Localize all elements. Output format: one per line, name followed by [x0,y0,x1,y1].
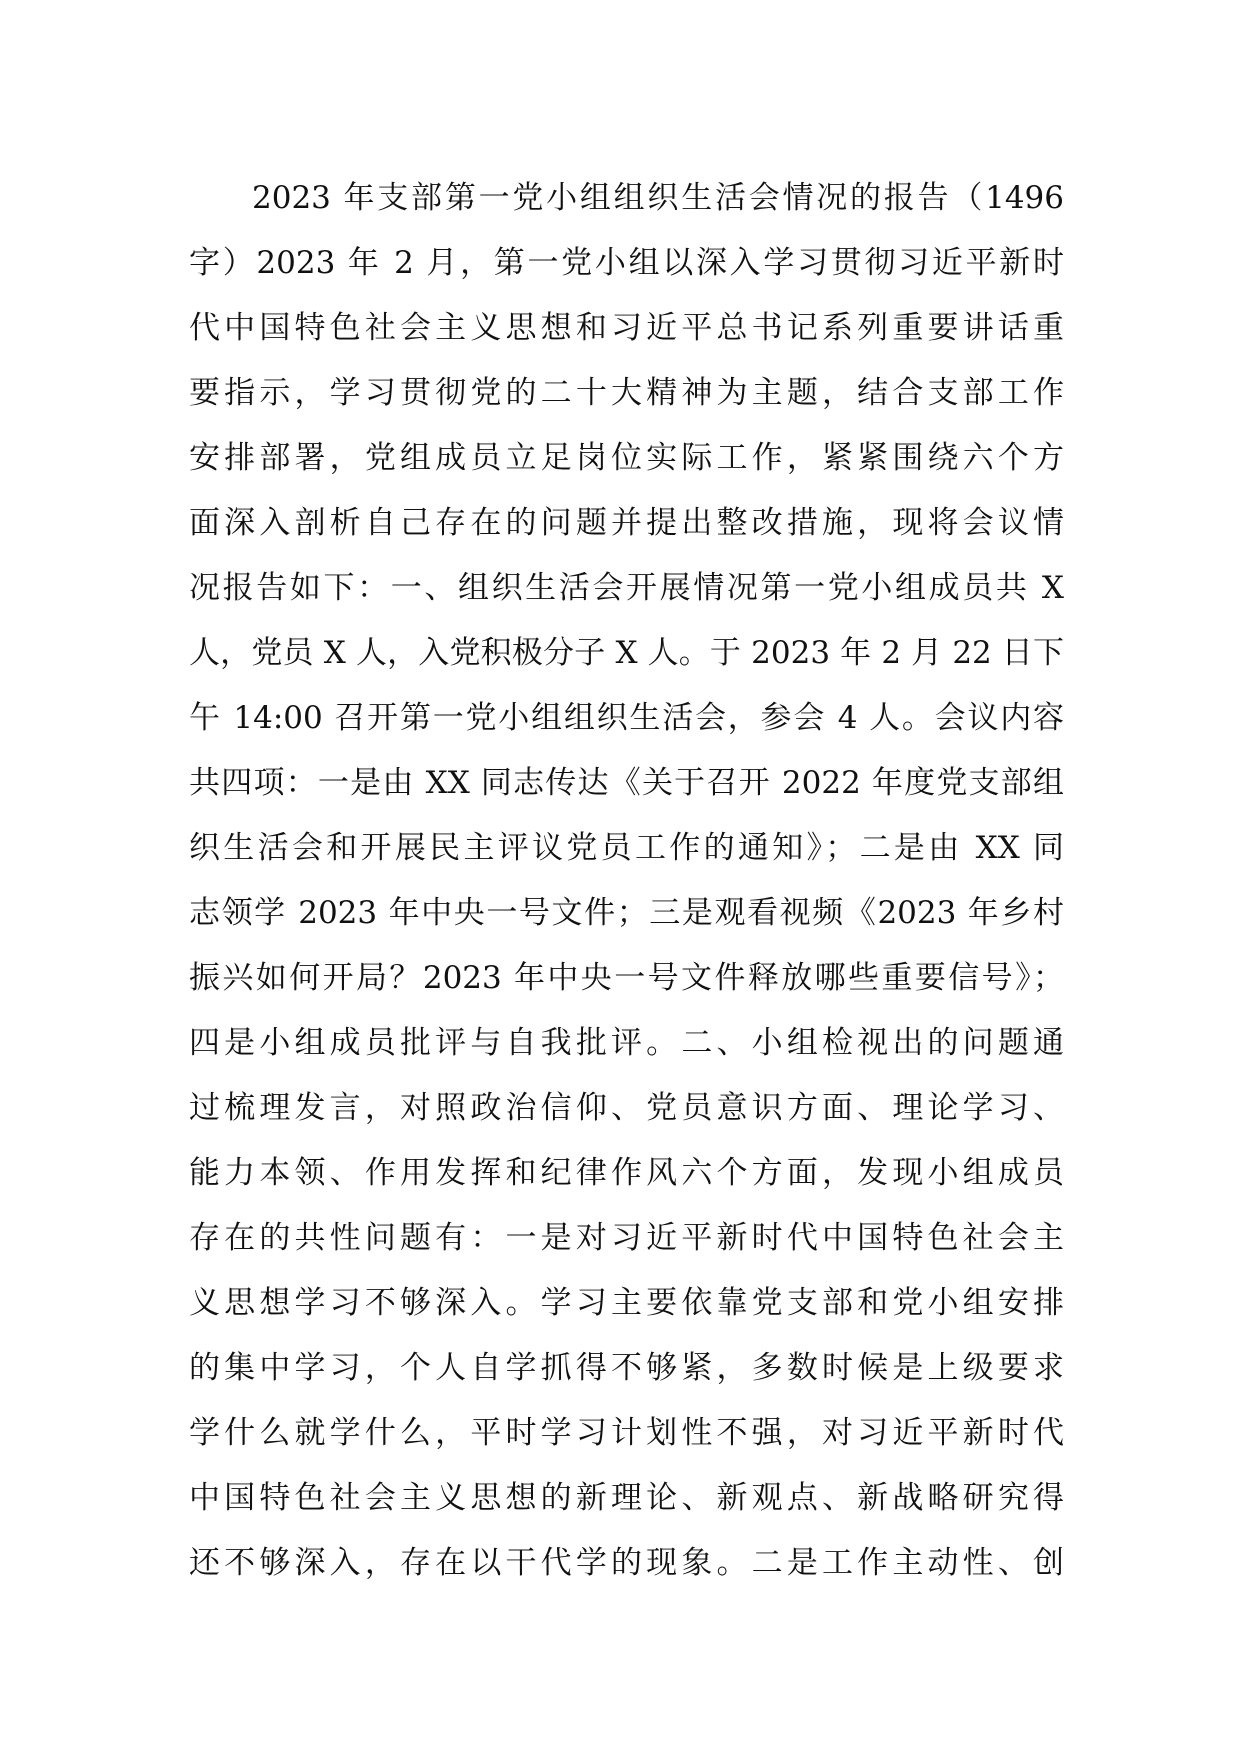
text-line: 代中国特色社会主义思想和习近平总书记系列重要讲话重 [189,310,1064,346]
text-line: 况报告如下：一、组织生活会开展情况第一党小组成员共 X [189,570,1064,606]
text-line: 过梳理发言，对照政治信仰、党员意识方面、理论学习、 [189,1090,1064,1126]
text-line: 能力本领、作用发挥和纪律作风六个方面，发现小组成员 [189,1155,1064,1191]
text-line: 2023 年支部第一党小组组织生活会情况的报告（1496 [252,180,1064,216]
text-line: 面深入剖析自己存在的问题并提出整改措施，现将会议情 [189,505,1064,541]
text-line: 存在的共性问题有：一是对习近平新时代中国特色社会主 [189,1220,1064,1256]
text-line: 中国特色社会主义思想的新理论、新观点、新战略研究得 [189,1480,1064,1516]
text-line: 织生活会和开展民主评议党员工作的通知》；二是由 XX 同 [189,830,1064,866]
report-body [189,166,1064,1596]
text-line: 义思想学习不够深入。学习主要依靠党支部和党小组安排 [189,1285,1064,1321]
text-line: 还不够深入，存在以干代学的现象。二是工作主动性、创 [189,1545,1064,1581]
text-line: 共四项：一是由 XX 同志传达《关于召开 2022 年度党支部组 [189,765,1064,801]
text-line: 字）2023 年 2 月，第一党小组以深入学习贯彻习近平新时 [189,245,1064,281]
text-line: 人，党员 X 人，入党积极分子 X 人。于 2023 年 2 月 22 日下 [189,635,1064,671]
text-line: 的集中学习，个人自学抓得不够紧，多数时候是上级要求 [189,1350,1064,1386]
text-line: 志领学 2023 年中央一号文件；三是观看视频《2023 年乡村 [189,895,1064,931]
text-line: 学什么就学什么，平时学习计划性不强，对习近平新时代 [189,1415,1064,1451]
text-line: 要指示，学习贯彻党的二十大精神为主题，结合支部工作 [189,375,1064,411]
text-line: 安排部署，党组成员立足岗位实际工作，紧紧围绕六个方 [189,440,1064,476]
text-line: 午 14:00 召开第一党小组组织生活会，参会 4 人。会议内容 [189,700,1064,736]
text-line: 振兴如何开局？2023 年中央一号文件释放哪些重要信号》； [189,960,1064,996]
text-line: 四是小组成员批评与自我批评。二、小组检视出的问题通 [189,1025,1064,1061]
